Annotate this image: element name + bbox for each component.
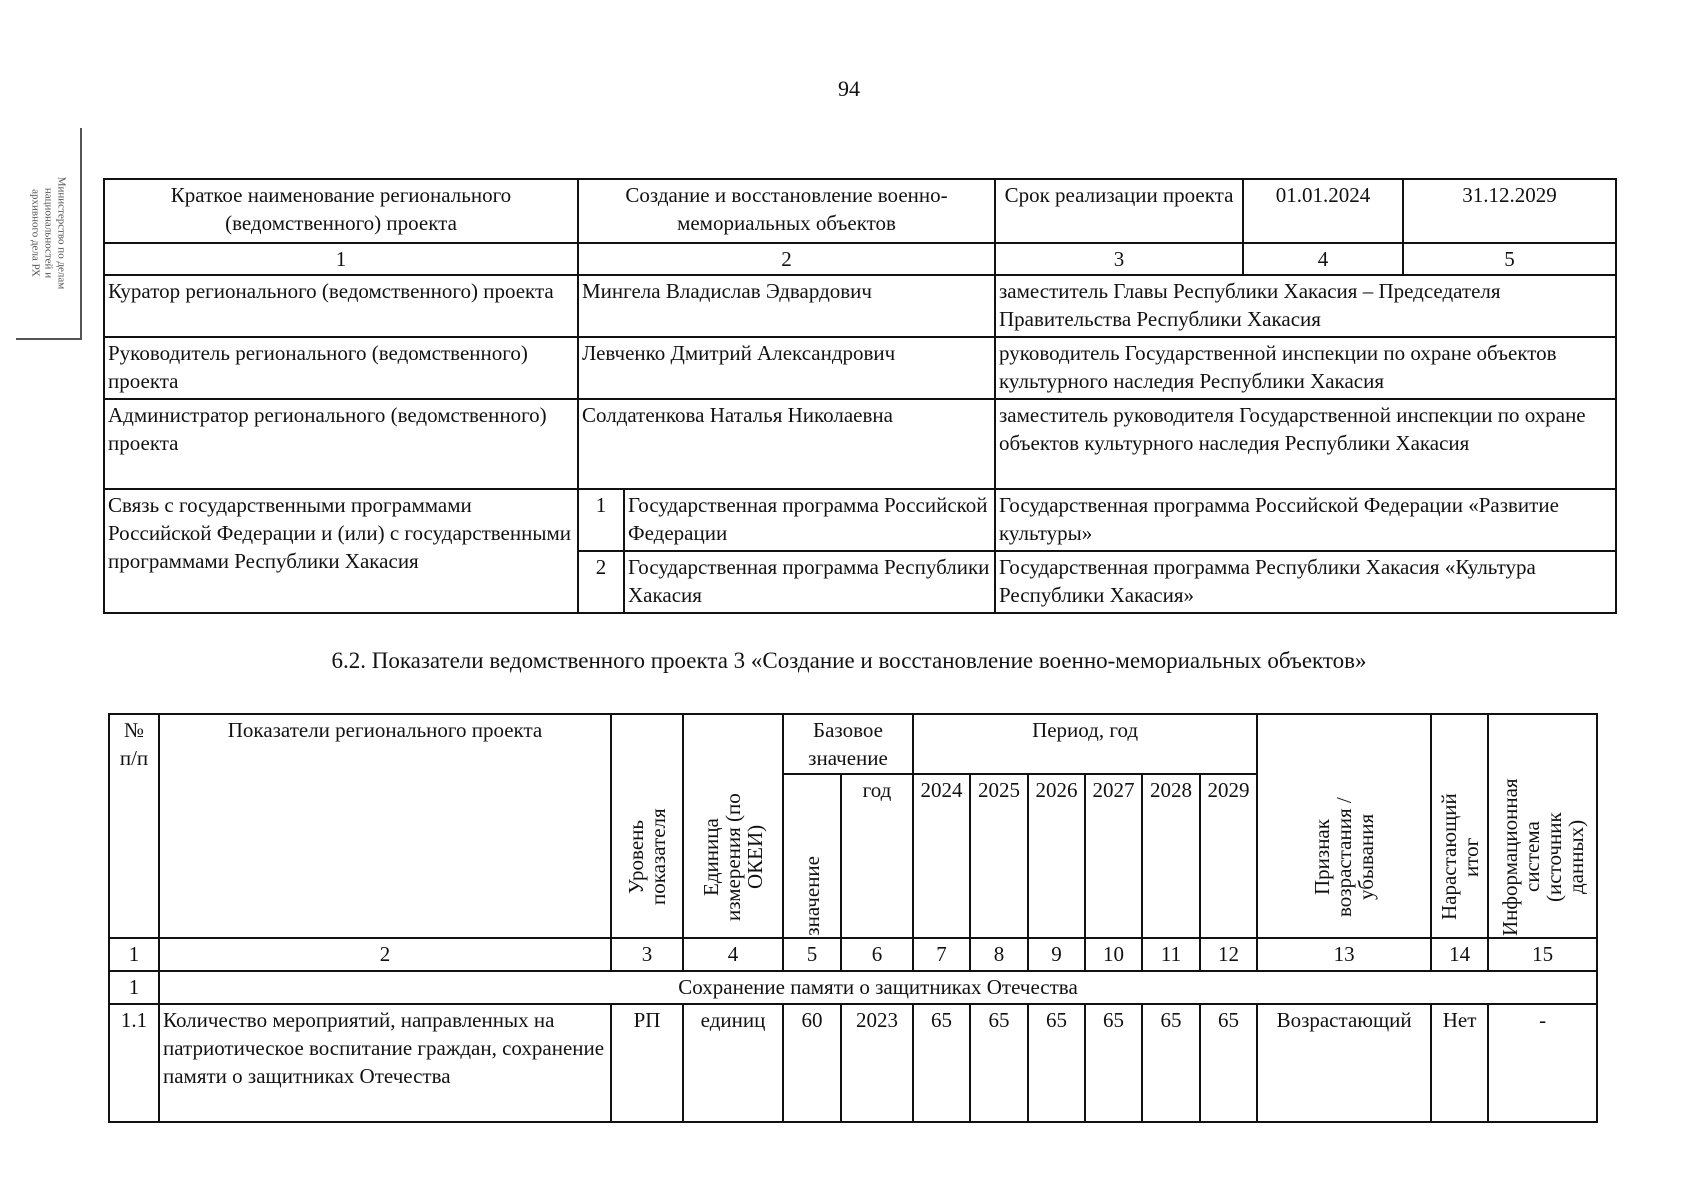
- header-year: 2027: [1085, 774, 1142, 938]
- column-number: 3: [995, 243, 1243, 275]
- passport-column-numbers: [104, 243, 1616, 275]
- year-value: 65: [1028, 1004, 1085, 1122]
- program-row: [104, 489, 1616, 551]
- column-number: 15: [1488, 938, 1597, 971]
- stamp-line: Министерство по делам: [55, 176, 68, 290]
- administrator-name: Солдатенкова Наталья Николаевна: [578, 399, 995, 489]
- column-number: 10: [1085, 938, 1142, 971]
- header-base: Базовое значение: [783, 714, 913, 774]
- year-value: 65: [1200, 1004, 1257, 1122]
- header-cumulative-text: Нарастающий итог: [1436, 793, 1483, 921]
- info-system-value: -: [1488, 1004, 1597, 1122]
- column-number: 12: [1200, 938, 1257, 971]
- column-number: 2: [578, 243, 995, 275]
- table-row: [109, 1004, 1597, 1122]
- group-title: Сохранение памяти о защитниках Отечества: [159, 971, 1597, 1004]
- term-label: Срок реализации проекта: [995, 179, 1243, 243]
- indicator-level: РП: [611, 1004, 683, 1122]
- header-cumulative: [1431, 714, 1488, 938]
- column-number: 6: [841, 938, 913, 971]
- cumulative-value: Нет: [1431, 1004, 1488, 1122]
- curator-position: заместитель Главы Республики Хакасия – Председателя Правительства Республики Хакасия: [995, 275, 1616, 337]
- indicator-unit: единиц: [683, 1004, 783, 1122]
- column-number: 1: [104, 243, 578, 275]
- header-period: Период, год: [913, 714, 1257, 774]
- program-name: Государственная программа Республики Хакасия «Культура Республики Хакасия»: [995, 551, 1616, 613]
- passport-header-row: [104, 179, 1616, 243]
- side-stamp: [16, 128, 82, 340]
- header-year: 2028: [1142, 774, 1200, 938]
- group-number: 1: [109, 971, 159, 1004]
- column-number: 14: [1431, 938, 1488, 971]
- column-number: 4: [1243, 243, 1403, 275]
- header-trend-text: Признак возрастания /убывания: [1310, 797, 1379, 917]
- header-year: 2029: [1200, 774, 1257, 938]
- column-number: 7: [913, 938, 970, 971]
- indicators-column-numbers: [109, 938, 1597, 971]
- header-level-text: Уровень показателя: [624, 808, 670, 906]
- indicators-table: [108, 713, 1598, 1123]
- header-indicator: Показатели регионального проекта: [159, 714, 611, 938]
- header-base-value-text: значение: [800, 856, 824, 936]
- program-name: Государственная программа Российской Федерации «Развитие культуры»: [995, 489, 1616, 551]
- base-value: 60: [783, 1004, 841, 1122]
- base-year: 2023: [841, 1004, 913, 1122]
- year-value: 65: [970, 1004, 1028, 1122]
- column-number: 3: [611, 938, 683, 971]
- head-position: руководитель Государственной инспекции по охране объектов культурного наследия Республики Хакасия: [995, 337, 1616, 399]
- curator-name: Мингела Владислав Эдвардович: [578, 275, 995, 337]
- header-info-system-text: Информационная система (источник данных): [1497, 778, 1588, 936]
- page-number: 94: [838, 76, 860, 101]
- project-passport-table: [103, 178, 1617, 614]
- column-number: 4: [683, 938, 783, 971]
- head-row: [104, 337, 1616, 399]
- trend-value: Возрастающий: [1257, 1004, 1431, 1122]
- column-number: 5: [1403, 243, 1616, 275]
- column-number: 5: [783, 938, 841, 971]
- column-number: 1: [109, 938, 159, 971]
- group-row: [109, 971, 1597, 1004]
- head-name: Левченко Дмитрий Александрович: [578, 337, 995, 399]
- programs-label: Связь с государственными программами Российской Федерации и (или) с государственными программами Республики Хакасия: [104, 489, 578, 613]
- curator-row: [104, 275, 1616, 337]
- column-number: 2: [159, 938, 611, 971]
- header-unit: [683, 714, 783, 938]
- program-type: Государственная программа Республики Хакасия: [624, 551, 995, 613]
- end-date: 31.12.2029: [1403, 179, 1616, 243]
- header-level: [611, 714, 683, 938]
- year-value: 65: [913, 1004, 970, 1122]
- head-label: Руководитель регионального (ведомственного) проекта: [104, 337, 578, 399]
- indicator-name: Количество мероприятий, направленных на патриотическое воспитание граждан, сохранение памяти о защитниках Отечества: [159, 1004, 611, 1122]
- program-type: Государственная программа Российской Федерации: [624, 489, 995, 551]
- program-number: 2: [578, 551, 624, 613]
- header-info-system: [1488, 714, 1597, 938]
- stamp-line: архивного дела РХ: [29, 189, 42, 277]
- stamp-line: национальностей и: [42, 187, 55, 279]
- start-date: 01.01.2024: [1243, 179, 1403, 243]
- indicators-header-row: [109, 714, 1597, 774]
- column-number: 9: [1028, 938, 1085, 971]
- year-value: 65: [1085, 1004, 1142, 1122]
- header-num: № п/п: [109, 714, 159, 938]
- section-title: 6.2. Показатели ведомственного проекта 3 «Создание и восстановление военно-мемориальных объектов»: [331, 648, 1367, 673]
- year-value: 65: [1142, 1004, 1200, 1122]
- administrator-label: Администратор регионального (ведомственного) проекта: [104, 399, 578, 489]
- header-year: 2026: [1028, 774, 1085, 938]
- header-trend: [1257, 714, 1431, 938]
- administrator-position: заместитель руководителя Государственной инспекции по охране объектов культурного наследия Республики Хакасия: [995, 399, 1616, 489]
- column-number: 11: [1142, 938, 1200, 971]
- column-number: 13: [1257, 938, 1431, 971]
- header-base-year: год: [841, 774, 913, 938]
- header-unit-text: Единица измерения (по ОКЕИ): [699, 793, 767, 921]
- administrator-row: [104, 399, 1616, 489]
- project-name: Создание и восстановление военно-мемориальных объектов: [578, 179, 995, 243]
- header-year: 2024: [913, 774, 970, 938]
- header-year: 2025: [970, 774, 1028, 938]
- header-base-value: [783, 774, 841, 938]
- program-number: 1: [578, 489, 624, 551]
- column-number: 8: [970, 938, 1028, 971]
- short-name-label: Краткое наименование регионального (ведомственного) проекта: [104, 179, 578, 243]
- row-number: 1.1: [109, 1004, 159, 1122]
- curator-label: Куратор регионального (ведомственного) проекта: [104, 275, 578, 337]
